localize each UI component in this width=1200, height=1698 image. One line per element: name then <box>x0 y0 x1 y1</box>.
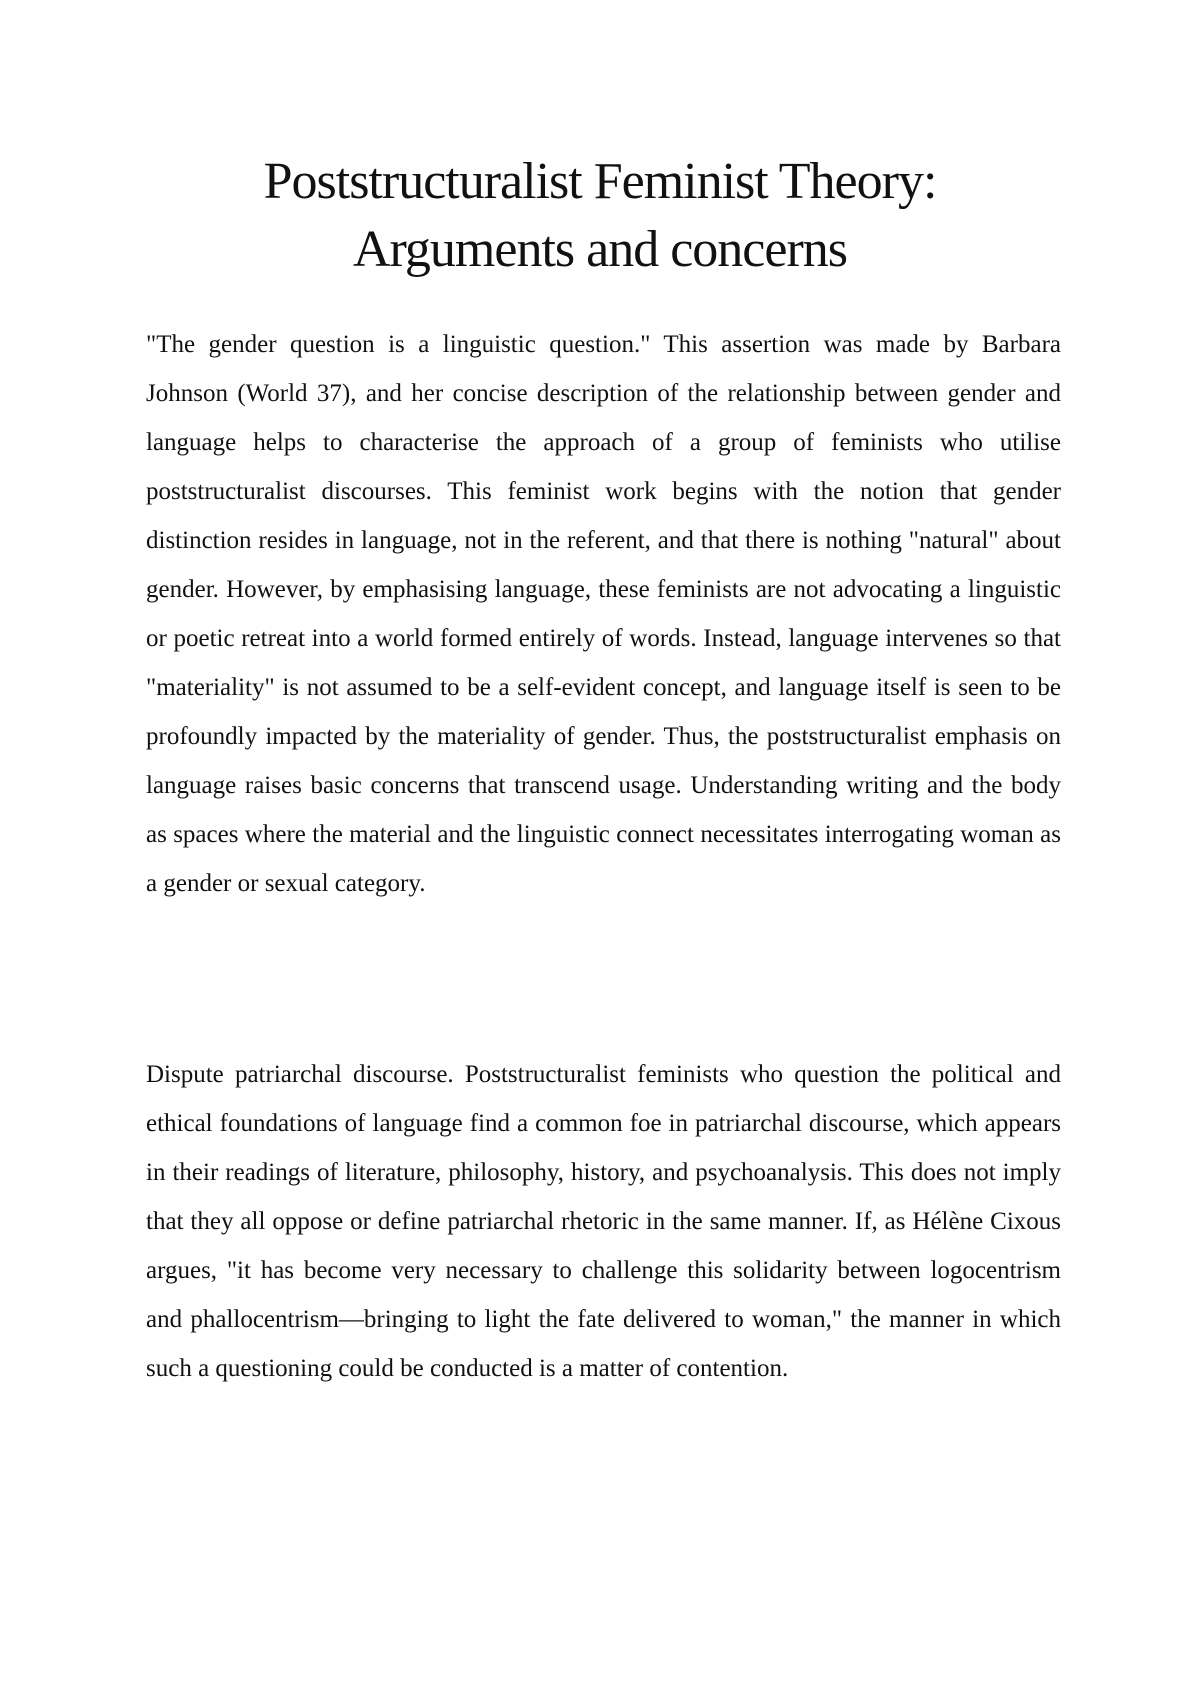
body-paragraph-1: "The gender question is a linguistic question." This assertion was made by Barbara Johnson (World 37), and her concise description of the relationship between gender and language helps to characterise the approach of a group of feminists who utilise poststructuralist discourses. This feminist work begins with the notion that gender distinction resides in language, not in the referent, and that there is nothing "natural" about gender. However, by emphasising language, these feminists are not advocating a linguistic or poetic retreat into a world formed entirely of words. Instead, language intervenes so that "materiality" is not assumed to be a self-evident concept, and language itself is seen to be profoundly impacted by the materiality of gender. Thus, the poststructuralist emphasis on language raises basic concerns that transcend usage. Understanding writing and the body as spaces where the material and the linguistic connect necessitates interrogating woman as a gender or sexual category. <box>146 331 1061 897</box>
title-line-2: Arguments and concerns <box>352 221 847 278</box>
title-line-1: Poststructuralist Feminist Theory: <box>263 153 937 210</box>
page-title <box>0 148 1200 284</box>
body-paragraph-2: Dispute patriarchal discourse. Poststructuralist feminists who question the political and ethical foundations of language find a common foe in patriarchal discourse, which appears in their readings of literature, philosophy, history, and psychoanalysis. This does not imply that they all oppose or define patriarchal rhetoric in the same manner. If, as Hélène Cixous argues, "it has become very necessary to challenge this solidarity between logocentrism and phallocentrism—bringing to light the fate delivered to woman," the manner in which such a questioning could be conducted is a matter of contention. <box>146 1061 1061 1382</box>
